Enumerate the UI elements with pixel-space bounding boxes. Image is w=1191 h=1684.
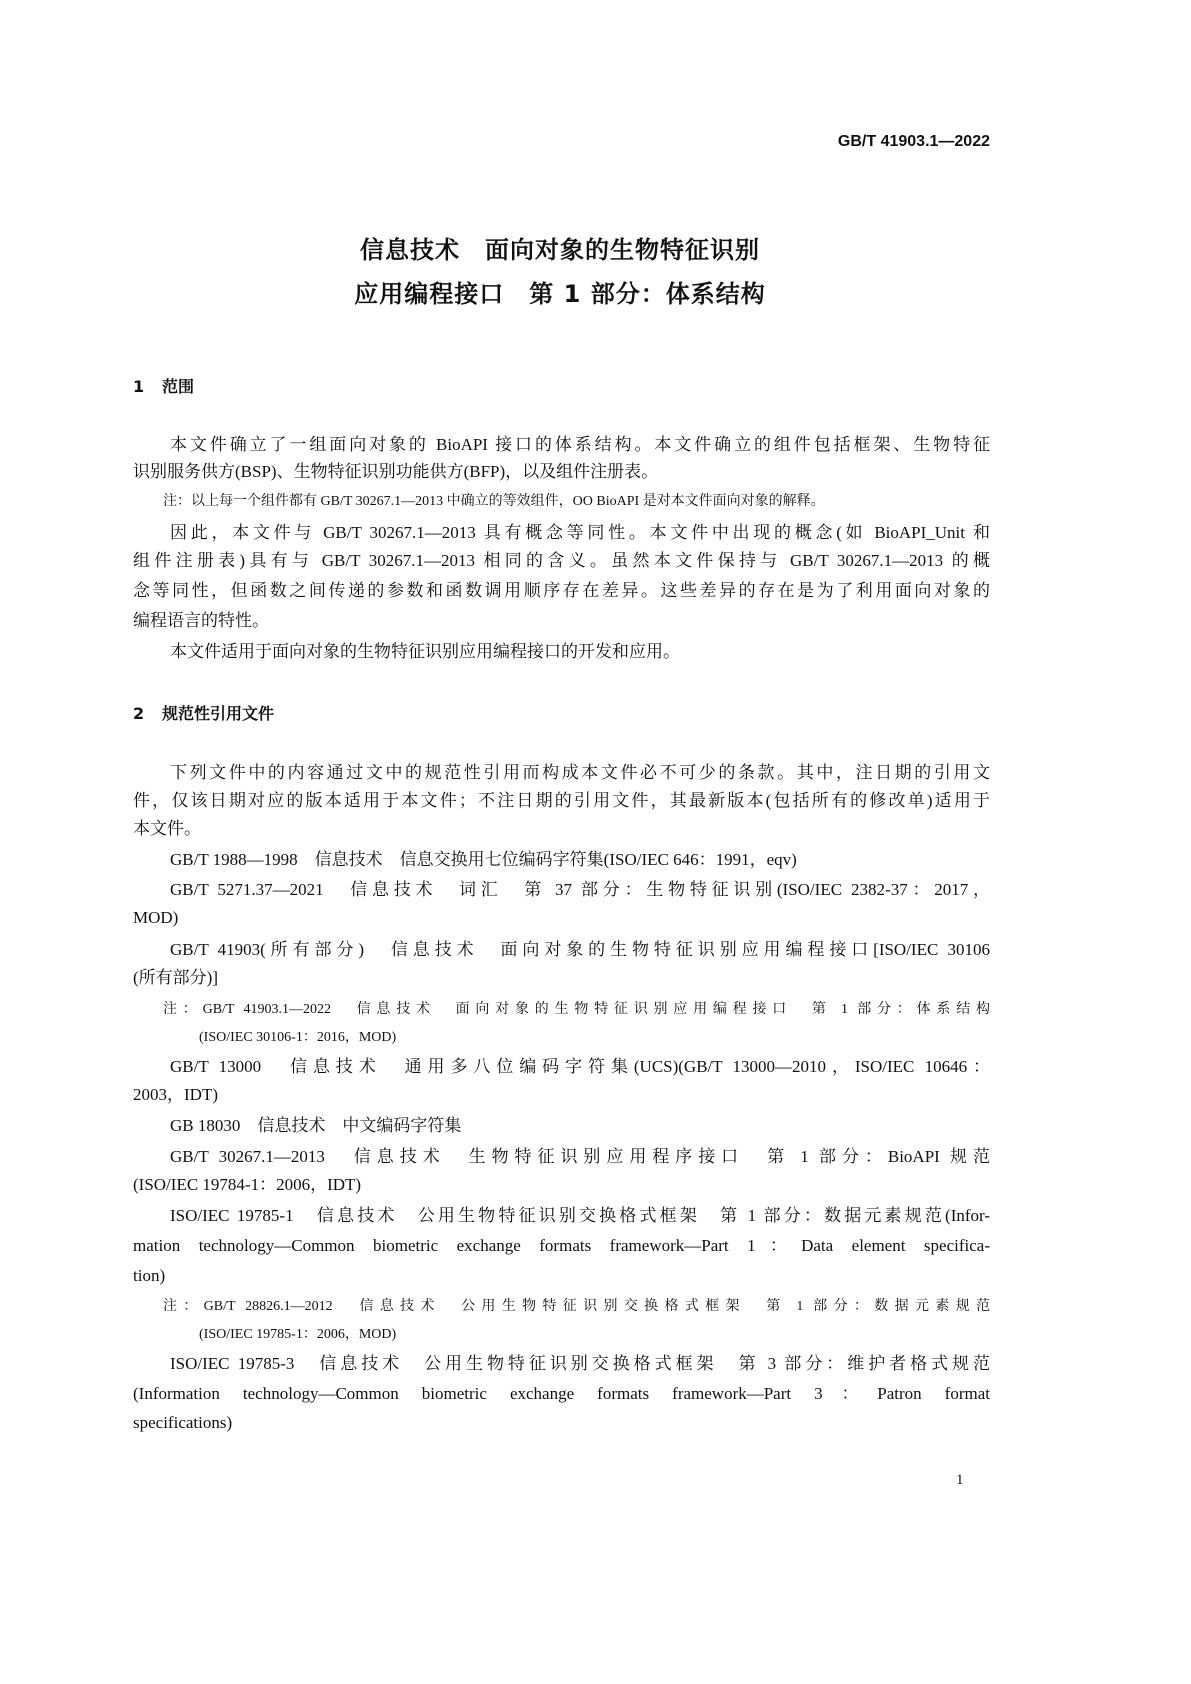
reference-line: ISO/IEC 19785-1 信息技术 公用生物特征识别交换格式框架 第 1 部分：数据元素规范(Infor- (170, 1206, 990, 1225)
document-title-line-2: 应用编程接口 第 1 部分：体系结构 (354, 280, 766, 308)
reference-line: tion) (133, 1266, 166, 1285)
reference-line: mation technology—Common biometric exchange formats framework—Part 1：Data element specifica- (133, 1236, 990, 1255)
paragraph-line: 本文件确立了一组面向对象的 BioAPI 接口的体系结构。本文件确立的组件包括框架、生物特征 (170, 435, 990, 454)
section-heading-normative-references (133, 701, 274, 724)
reference-line: MOD) (133, 908, 179, 927)
note-line: (ISO/IEC 30106-1：2016，MOD) (199, 1030, 397, 1045)
reference-line: 2003，IDT) (133, 1085, 218, 1104)
section-number: 2 (133, 704, 145, 723)
paragraph-line: 编程语言的特性。 (133, 611, 269, 630)
reference-line: ISO/IEC 19785-3 信息技术 公用生物特征识别交换格式框架 第 3 部分：维护者格式规范 (170, 1354, 990, 1373)
reference-line: GB/T 1988—1998 信息技术 信息交换用七位编码字符集(ISO/IEC 646：1991，eqv) (170, 850, 797, 869)
paragraph-line: 因此，本文件与 GB/T 30267.1—2013 具有概念等同性。本文件中出现的概念(如 BioAPI_Unit 和 (170, 523, 990, 542)
note-line: 注：以上每一个组件都有 GB/T 30267.1—2013 中确立的等效组件，OO BioAPI 是对本文件面向对象的解释。 (163, 494, 825, 509)
reference-line: specifications) (133, 1413, 233, 1432)
reference-line: GB/T 5271.37—2021 信息技术 词汇 第 37 部分：生物特征识别(ISO/IEC 2382-37：2017， (170, 880, 990, 899)
section-title: 范围 (162, 377, 195, 396)
paragraph-line: 组件注册表)具有与 GB/T 30267.1—2013 相同的含义。虽然本文件保持与 GB/T 30267.1—2013 的概 (133, 551, 990, 570)
paragraph-line: 本文件。 (133, 819, 201, 838)
note-line: (ISO/IEC 19785-1：2006，MOD) (199, 1327, 397, 1342)
note-line: 注：GB/T 28826.1—2012 信息技术 公用生物特征识别交换格式框架 第 1 部分：数据元素规范 (163, 1299, 990, 1314)
reference-line: (所有部分)] (133, 968, 218, 987)
reference-line: GB/T 41903(所有部分) 信息技术 面向对象的生物特征识别应用编程接口[ISO/IEC 30106 (170, 940, 990, 959)
paragraph-line: 本文件适用于面向对象的生物特征识别应用编程接口的开发和应用。 (170, 642, 680, 661)
document-title-line-1: 信息技术 面向对象的生物特征识别 (360, 236, 760, 264)
paragraph-line: 下列文件中的内容通过文中的规范性引用而构成本文件必不可少的条款。其中，注日期的引用文 (170, 763, 990, 782)
reference-line: GB 18030 信息技术 中文编码字符集 (170, 1116, 462, 1135)
note-line: 注：GB/T 41903.1—2022 信息技术 面向对象的生物特征识别应用编程接口 第 1 部分：体系结构 (163, 1002, 990, 1017)
reference-line: GB/T 13000 信息技术 通用多八位编码字符集(UCS)(GB/T 13000—2010，ISO/IEC 10646： (170, 1057, 990, 1076)
reference-line: (ISO/IEC 19784-1：2006，IDT) (133, 1175, 362, 1194)
reference-line: GB/T 30267.1—2013 信息技术 生物特征识别应用程序接口 第 1 部分：BioAPI 规范 (170, 1147, 990, 1166)
paragraph-line: 件，仅该日期对应的版本适用于本文件；不注日期的引用文件，其最新版本(包括所有的修改单)适用于 (133, 791, 990, 810)
page-number: 1 (956, 1472, 964, 1488)
paragraph-line: 识别服务供方(BSP)、生物特征识别功能供方(BFP)，以及组件注册表。 (133, 462, 659, 481)
section-title: 规范性引用文件 (162, 704, 275, 723)
reference-line: (Information technology—Common biometric exchange formats framework—Part 3：Patron format (133, 1384, 990, 1403)
standard-code-header: GB/T 41903.1—2022 (837, 133, 990, 150)
section-number: 1 (133, 377, 145, 396)
section-heading-scope (133, 374, 194, 397)
paragraph-line: 念等同性，但函数之间传递的参数和函数调用顺序存在差异。这些差异的存在是为了利用面向对象的 (133, 581, 990, 600)
